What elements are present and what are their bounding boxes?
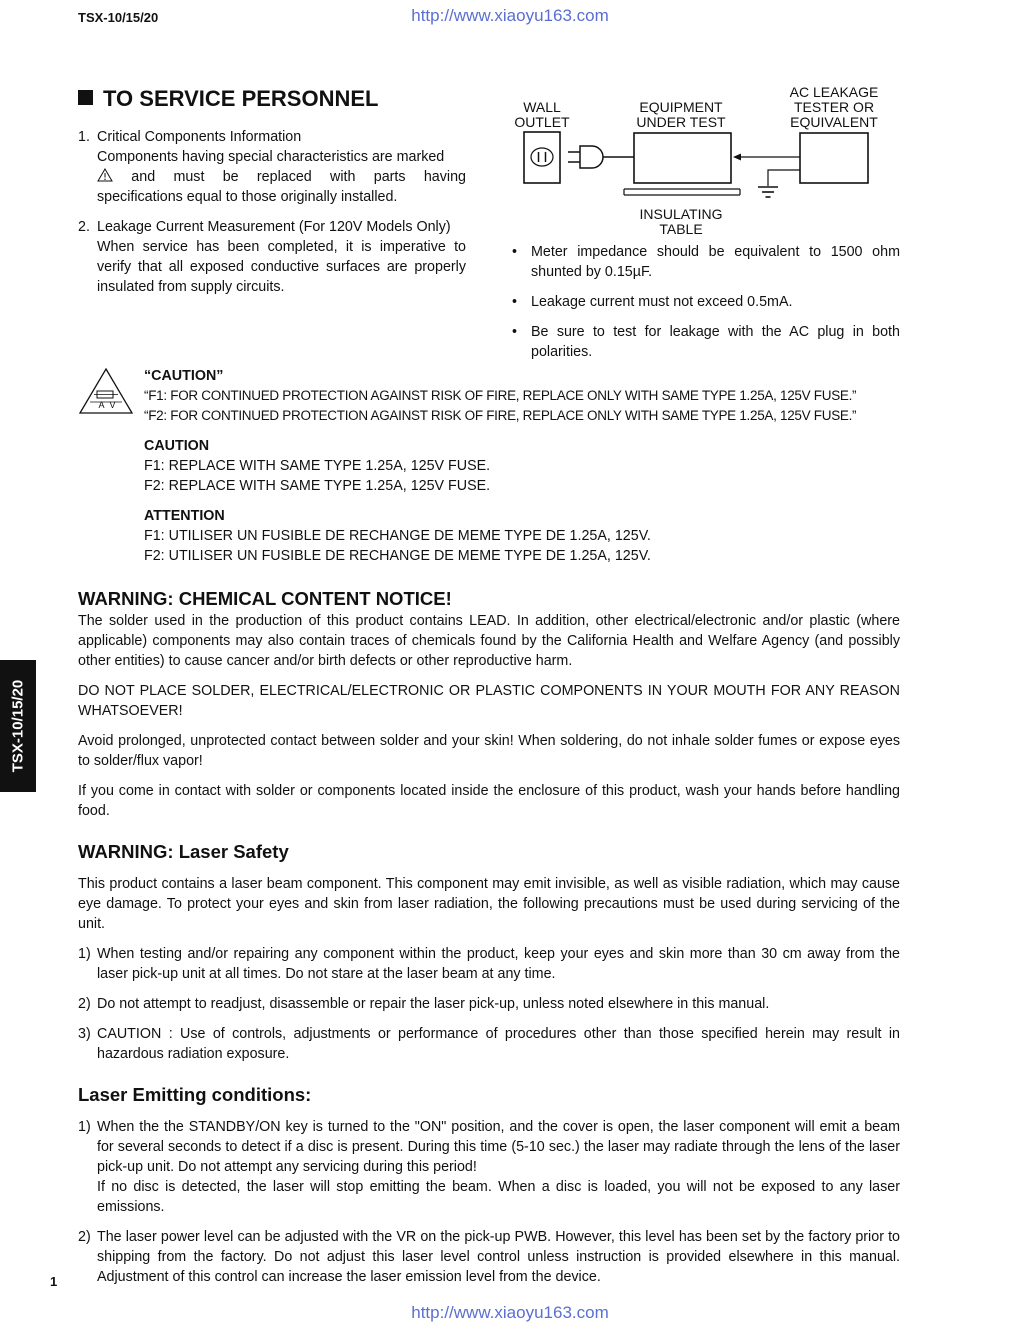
service-personnel-title: TO SERVICE PERSONNEL [78,86,378,112]
caution-heading: CAUTION [144,438,210,454]
wall-outlet-label: WALL OUTLET [514,99,570,130]
list-item: 1) When testing and/or repairing any component within the product, keep your eyes and skin more than 30 cm away from the laser pick-up unit at all times. Do not stare at the laser beam at any time. [78,946,900,982]
equipment-label: EQUIPMENT UNDER TEST [636,99,726,130]
insulating-table-label: INSULATING TABLE [639,206,723,237]
list-item: 1) When the the STANDBY/ON key is turned to the "ON" position, and the cover is open, the laser component will emit a beam for several seconds to detect if a disc is present. During this time (5-10 sec.) the laser may radiate through the lens of the laser pick-up unit. Do not attempt any servicing during this period! If no disc is detected, the laser will stop emitting the beam. When a disc is loaded, you will not be exposed to any laser emissions. [78,1119,900,1215]
page-number: 1 [50,1274,58,1289]
list-item: 2) The laser power level can be adjusted with the VR on the pick-up PWB. However, this level has been set by the factory prior to shipping from the factory. Do not adjust this laser level control unless instruction is provided elsewhere in this manual. Adjustment of this control can increase the laser emission level from the device. [78,1229,900,1285]
bullet-item: • Leakage current must not exceed 0.5mA. [512,294,793,310]
wall-outlet-box [524,132,560,183]
bullet-item: • Meter impedance should be equivalent to 1500 ohm shunted by 0.15µF. [512,244,900,280]
attention-f1: F1: UTILISER UN FUSIBLE DE RECHANGE DE MEME TYPE DE 1.25A, 125V. [144,528,651,544]
attention-heading: ATTENTION [144,508,225,524]
leakage-current-heading: Leakage Current Measurement (For 120V Models Only) [97,219,451,235]
leakage-current-item: 2. Leakage Current Measurement (For 120V Models Only) When service has been completed, it is imperative to verify that all exposed conductive surfaces are properly insulated from supply circuits. [78,219,466,295]
laser-emitting-title: Laser Emitting conditions: [78,1084,312,1105]
side-model-tab [0,660,36,792]
attention-f2: F2: UTILISER UN FUSIBLE DE RECHANGE DE MEME TYPE DE 1.25A, 125V. [144,548,651,564]
chemical-paragraph-3: Avoid prolonged, unprotected contact between solder and your skin! When soldering, do not inhale solder fumes or expose eyes to solder/flux vapor! [78,733,900,769]
caution-quote-title: “CAUTION” [144,368,224,384]
watermark-url-bottom: http://www.xiaoyu163.com [411,1303,609,1322]
chemical-paragraph-1: The solder used in the production of this product contains LEAD. In addition, other electrical/electronic and/or plastic (where applicable) components may also contain traces of chemicals found by the California Health and Welfare Agency (and possibly other entities) to cause cancer and/or birth defects or other reproductive harm. [78,613,900,669]
plug-icon [568,146,634,168]
watermark-url-top: http://www.xiaoyu163.com [411,6,609,25]
side-model-tab-label: TSX-10/15/20 [9,679,27,773]
laser-safety-intro: This product contains a laser beam component. This component may emit invisible, as well as visible radiation, which may cause eye damage. To protect your eyes and skin from laser radiation, the following precautions must be used during servicing of the unit. [78,876,900,932]
tester-box [800,133,868,183]
caution-f2: F2: REPLACE WITH SAME TYPE 1.25A, 125V FUSE. [144,478,491,494]
caution-f1-quote: “F1: FOR CONTINUED PROTECTION AGAINST RISK OF FIRE, REPLACE ONLY WITH SAME TYPE 1.25A, 125V FUSE.” [144,388,857,403]
laser-safety-title: WARNING: Laser Safety [78,841,289,862]
caution-f1: F1: REPLACE WITH SAME TYPE 1.25A, 125V FUSE. [144,458,491,474]
equipment-box [634,133,731,183]
square-bullet-icon [78,90,93,105]
critical-components-heading: Critical Components Information [97,129,302,145]
list-item: 3) CAUTION : Use of controls, adjustments or performance of procedures other than those specified herein may result in hazardous radiation exposure. [78,1026,900,1062]
chemical-paragraph-2: DO NOT PLACE SOLDER, ELECTRICAL/ELECTRONIC OR PLASTIC COMPONENTS IN YOUR MOUTH FOR ANY REASON WHATSOEVER! [78,683,900,719]
ground-icon [758,187,778,197]
tester-label: AC LEAKAGE TESTER OR EQUIVALENT [789,84,879,130]
list-item: 2) Do not attempt to readjust, disassemble or repair the laser pick-up, unless noted elsewhere in this manual. [78,996,770,1012]
model-number-header: TSX-10/15/20 [78,10,159,25]
leakage-test-diagram [500,80,910,240]
laser-safety-list [78,944,900,1074]
outlet-socket-icon [531,148,553,166]
caution-block [144,366,904,566]
laser-emitting-list [78,1117,900,1297]
insulating-table-icon [624,189,740,195]
arrow-icon [733,154,741,161]
chemical-notice-title: WARNING: CHEMICAL CONTENT NOTICE! [78,588,452,609]
service-items [78,127,466,307]
leakage-bullets [512,242,900,372]
fuse-caution-icon [78,367,134,415]
bullet-item: • Be sure to test for leakage with the AC plug in both polarities. [512,324,900,360]
fuse-icon-label: A V [98,400,116,410]
caution-f2-quote: “F2: FOR CONTINUED PROTECTION AGAINST RISK OF FIRE, REPLACE ONLY WITH SAME TYPE 1.25A, 125V FUSE.” [144,408,857,423]
critical-components-item: 1. Critical Components Information Components having special characteristics are marked and must be replaced with parts having specifications equal to those originally installed. [78,129,466,205]
chemical-paragraph-4: If you come in contact with solder or components located inside the enclosure of this product, wash your hands before handling food. [78,783,900,819]
warning-triangle-icon [97,168,113,182]
